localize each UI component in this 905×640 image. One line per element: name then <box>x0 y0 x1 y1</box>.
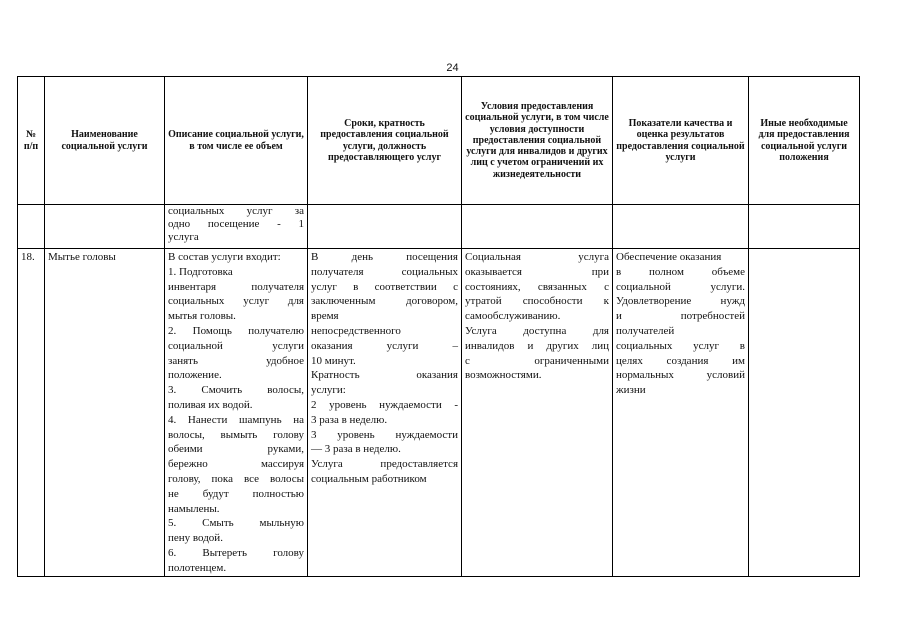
conditions-line: инвалидов и других лиц <box>465 339 609 352</box>
cont-num-cell <box>18 205 45 249</box>
cont-terms-cell <box>308 205 462 249</box>
service-terms <box>308 249 462 577</box>
header-quality: Показатели качества и оценка результатов предоставления социальной услуги <box>613 77 749 205</box>
conditions-line: состояниях, связанных с <box>465 280 609 293</box>
terms-line: услуг в соответствии с <box>311 280 458 293</box>
terms-line: время <box>311 310 339 323</box>
quality-line: жизни <box>616 384 646 397</box>
cont-description-cell <box>165 205 308 249</box>
quality-line: получателей <box>616 324 675 337</box>
conditions-line: утратой способности к <box>465 295 609 308</box>
header-conditions: Условия предоставления социальной услуги, в том числе условия доступности предоставления социальной услуги для инвалидов и других лиц с учетом ограничений их жизнедеятельности <box>462 77 613 205</box>
service-description <box>165 249 308 577</box>
description-line: полотенцем. <box>168 561 227 574</box>
description-line: обеими руками, <box>168 443 304 456</box>
description-line: намылены. <box>168 502 220 515</box>
service-other <box>749 249 860 577</box>
description-line: положение. <box>168 369 222 382</box>
header-other: Иные необходимые для предоставления социальной услуги положения <box>749 77 860 205</box>
conditions-line: возможностями. <box>465 369 542 382</box>
terms-line: Кратность оказания <box>311 369 458 382</box>
description-line: 4. Нанести шампунь на <box>168 413 304 426</box>
terms-line: услуги: <box>311 384 346 397</box>
quality-line: социальных услуг в <box>616 339 745 352</box>
description-line: голову, пока все волосы <box>168 472 304 485</box>
description-line: 5. Смыть мыльную <box>168 517 304 530</box>
terms-line: 2 уровень нуждаемости - <box>311 398 458 411</box>
description-line: пену водой. <box>168 532 223 545</box>
terms-line: В день посещения <box>311 251 458 263</box>
continuation-row <box>18 205 860 249</box>
cont-desc-line: услуга <box>168 231 199 243</box>
description-line: бережно массируя <box>168 458 304 471</box>
terms-line: социальным работником <box>311 472 427 485</box>
header-service-name: Наименование социальной услуги <box>45 77 165 205</box>
page-number: 24 <box>446 62 459 74</box>
terms-line: Услуга предоставляется <box>311 458 458 471</box>
services-table <box>17 76 860 577</box>
conditions-line: Услуга доступна для <box>465 324 609 337</box>
table-header-row <box>18 77 860 205</box>
quality-line: в полном объеме <box>616 265 745 278</box>
description-line: В состав услуги входит: <box>168 251 281 263</box>
header-description: Описание социальной услуги, в том числе ее объем <box>165 77 308 205</box>
quality-line: и потребностей <box>616 310 745 323</box>
row-num: 18. <box>18 249 45 577</box>
quality-line: социальной услуги. <box>616 280 745 293</box>
cont-desc-line: одно посещение - 1 <box>168 218 304 230</box>
description-line: 1. Подготовка <box>168 265 233 278</box>
cont-other-cell <box>749 205 860 249</box>
cont-desc-line: социальных услуг за <box>168 205 304 217</box>
terms-line: — 3 раза в неделю. <box>311 443 401 456</box>
conditions-line: самообслуживанию. <box>465 310 561 323</box>
terms-line: 3 уровень нуждаемости <box>311 428 458 441</box>
cont-name-cell <box>45 205 165 249</box>
terms-line: заключенным договором, <box>311 295 458 308</box>
conditions-line: с ограниченными <box>465 354 609 367</box>
quality-line: нормальных условий <box>616 369 745 382</box>
description-line: социальной услуги <box>168 339 304 352</box>
conditions-line: Социальная услуга <box>465 251 609 263</box>
terms-line: получателя социальных <box>311 265 458 278</box>
quality-line: Обеспечение оказания <box>616 251 722 263</box>
description-line: 6. Вытереть голову <box>168 546 304 559</box>
service-quality <box>613 249 749 577</box>
terms-line: 10 минут. <box>311 354 356 367</box>
header-num: № п/п <box>18 77 45 205</box>
cont-conditions-cell <box>462 205 613 249</box>
quality-line: Удовлетворение нужд <box>616 295 745 308</box>
conditions-line: оказывается при <box>465 265 609 278</box>
description-line: волосы, вымыть голову <box>168 428 304 441</box>
quality-line: целях создания им <box>616 354 745 367</box>
terms-line: 3 раза в неделю. <box>311 413 388 426</box>
description-line: занять удобное <box>168 354 304 367</box>
table-row-18 <box>18 249 860 577</box>
terms-line: оказания услуги – <box>311 339 458 352</box>
description-line: 3. Смочить волосы, <box>168 384 304 397</box>
description-line: инвентаря получателя <box>168 280 304 293</box>
cont-quality-cell <box>613 205 749 249</box>
service-conditions <box>462 249 613 577</box>
terms-line: непосредственного <box>311 324 401 337</box>
header-terms: Сроки, кратность предоставления социальной услуги, должность предоставляющего услуг <box>308 77 462 205</box>
service-name: Мытье головы <box>45 249 165 577</box>
description-line: социальных услуг для <box>168 295 304 308</box>
description-line: не будут полностью <box>168 487 304 500</box>
description-line: 2. Помощь получателю <box>168 324 304 337</box>
description-line: поливая их водой. <box>168 398 253 411</box>
description-line: мытья головы. <box>168 310 236 323</box>
